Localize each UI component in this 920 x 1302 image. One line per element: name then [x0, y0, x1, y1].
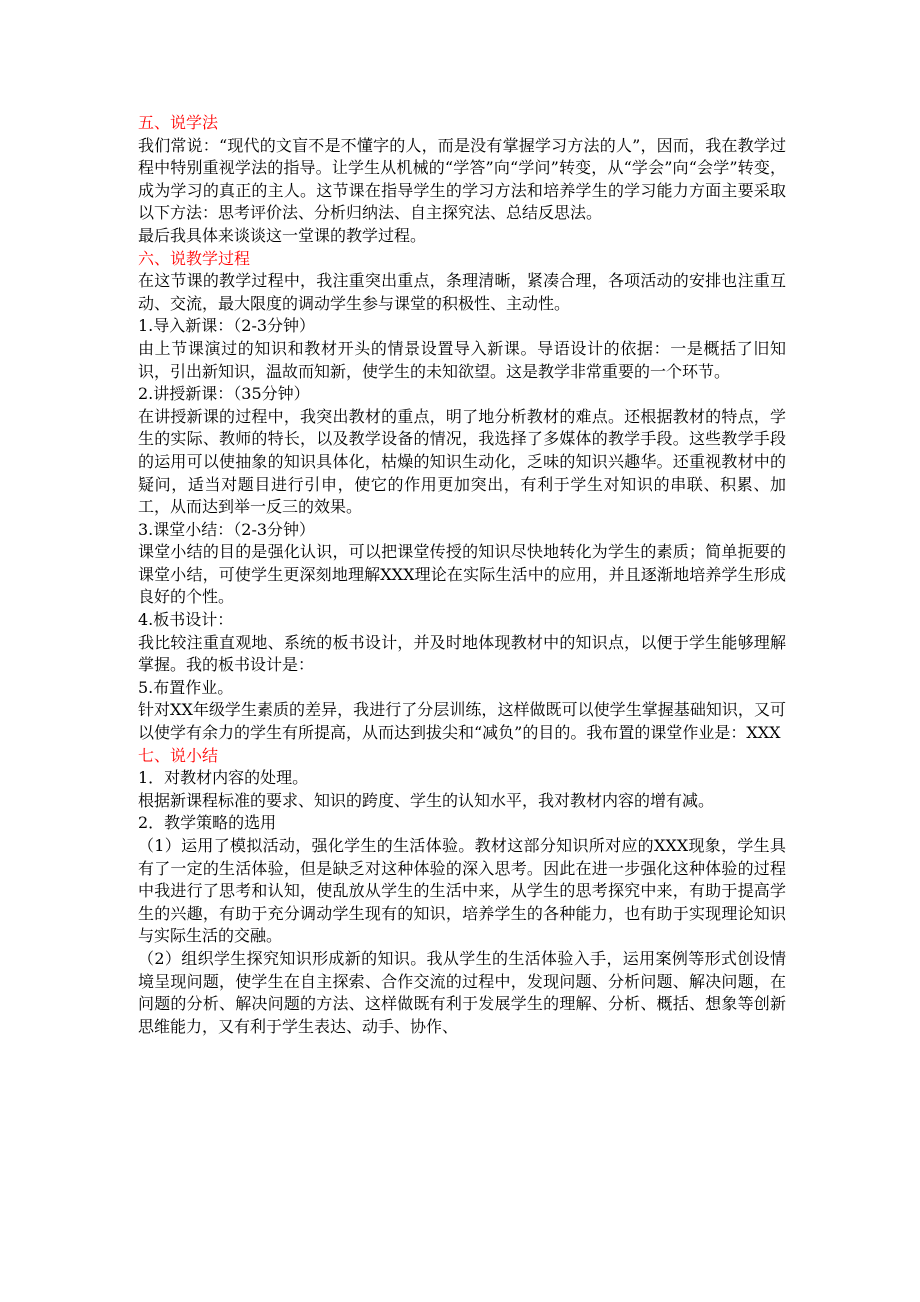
item-title-board-design: 4.板书设计： — [138, 610, 234, 630]
paragraph-board-design: 我比较注重直观地、系统的板书设计，并及时地体现教材中的知识点，以便于学生能够理解掌握。我的板书设计是： — [138, 632, 786, 675]
paragraph-introduction: 由上节课演过的知识和教材开头的情景设置导入新课。导语设计的依据：一是概括了旧知识，引出新知识，温故而知新，使学生的未知欲望。这是教学非常重要的一个环节。 — [138, 338, 786, 381]
item-title-introduction: 1.导入新课：（2-3分钟） — [138, 316, 316, 336]
section-heading-study-methods: 五、说学法 — [138, 113, 219, 132]
section-heading-conclusion: 七、说小结 — [138, 745, 219, 765]
paragraph-content-handling: 根据新课程标准的要求、知识的跨度、学生的认知水平，我对教材内容的增有减。 — [138, 790, 715, 810]
item-title-strategy: 2．教学策略的选用 — [138, 813, 277, 833]
paragraph-summary: 课堂小结的目的是强化认识，可以把课堂传授的知识尽快地转化为学生的素质；简单扼要的课堂小结，可使学生更深刻地理解XXX理论在实际生活中的应用，并且逐渐地培养学生形成良好的个性。 — [138, 542, 786, 607]
paragraph-study-methods: 我们常说：“现代的文盲不是不懂字的人，而是没有掌握学习方法的人”，因而，我在教学过程中特别重视学法的指导。让学生从机械的“学答”向“学问”转变，从“学会”向“会学”转变，成为学习的真正的主人。这节课在指导学生的学习方法和培养学生的学习能力方面主要采取以下方法：思考评价法、分析归纳法、自主探究法、总结反思法。 — [138, 135, 786, 223]
item-title-content-handling: 1．对教材内容的处理。 — [138, 768, 309, 788]
section-heading-teaching-process: 六、说教学过程 — [138, 248, 251, 268]
item-title-summary: 3.课堂小结：（2-3分钟） — [138, 519, 316, 539]
paragraph-process-intro: 在这节课的教学过程中，我注重突出重点，条理清晰，紧凑合理，各项活动的安排也注重互动、交流，最大限度的调动学生参与课堂的积极性、主动性。 — [138, 271, 786, 313]
item-title-new-lesson: 2.讲授新课：（35分钟） — [138, 384, 310, 404]
paragraph-transition: 最后我具体来谈谈这一堂课的教学过程。 — [138, 225, 427, 245]
item-title-homework: 5.布置作业。 — [138, 677, 234, 697]
paragraph-homework: 针对XX年级学生素质的差异，我进行了分层训练，这样做既可以使学生掌握基础知识，又可以使学有余力的学生有所提高，从而达到拔尖和“减负”的目的。我布置的课堂作业是：XXX — [138, 700, 786, 743]
document-page — [138, 112, 786, 1038]
paragraph-strategy-2: （2）组织学生探究知识形成新的知识。我从学生的生活体验入手，运用案例等形式创设情境呈现问题，使学生在自主探索、合作交流的过程中，发现问题、分析问题、解决问题，在问题的分析、解决问题的方法、这样做既有利于发展学生的理解、分析、概括、想象等创新思维能力，又有利于学生表达、动手、协作、 — [138, 948, 786, 1036]
paragraph-new-lesson: 在讲授新课的过程中，我突出教材的重点，明了地分析教材的难点。还根据教材的特点，学生的实际、教师的特长，以及教学设备的情况，我选择了多媒体的教学手段。这些教学手段的运用可以使抽象的知识具体化，枯燥的知识生动化，乏味的知识兴趣华。还重视教材中的疑问，适当对题目进行引申，使它的作用更加突出，有利于学生对知识的串联、积累、加工，从而达到举一反三的效果。 — [138, 406, 786, 517]
paragraph-strategy-1: （1）运用了模拟活动，强化学生的生活体验。教材这部分知识所对应的XXX现象，学生具有了一定的生活体验，但是缺乏对这种体验的深入思考。因此在进一步强化这种体验的过程中我进行了思考和认知，使乱放从学生的生活中来，从学生的思考探究中来，有助于提高学生的兴趣，有助于充分调动学生现有的知识，培养学生的各种能力，也有助于实现理论知识与实际生活的交融。 — [138, 836, 786, 946]
